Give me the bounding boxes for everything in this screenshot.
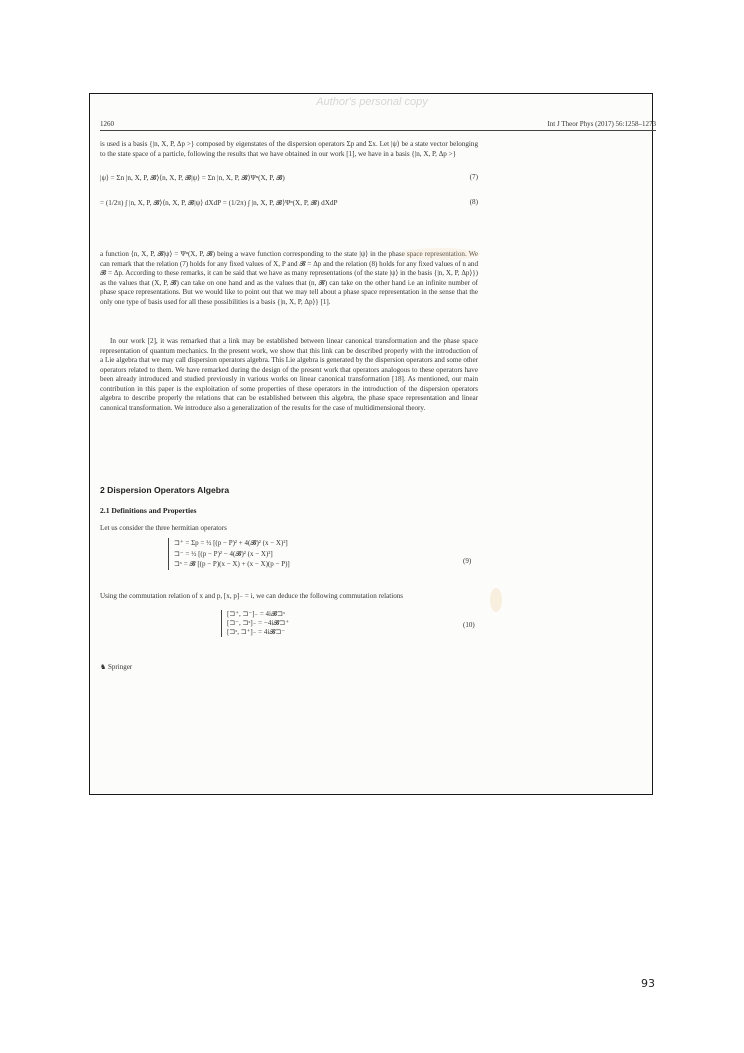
publisher-name: Springer xyxy=(108,663,133,671)
page-number: 93 xyxy=(641,977,655,990)
equation-10-line-1: [⊐⁺, ⊐⁻]₋ = 4i𝓑⊐ˣ xyxy=(227,610,286,618)
section-heading: 2 Dispersion Operators Algebra xyxy=(100,485,230,495)
equation-9-line-1: ⊐⁺ = Σp = ½ [(p − P)² + 4(𝓑)² (x − X)²] xyxy=(174,539,288,547)
equation-10-line-3: [⊐ˣ, ⊐⁺]₋ = 4i𝓑⊐⁻ xyxy=(227,628,286,636)
equation-7-number: (7) xyxy=(469,173,478,181)
scan-stain xyxy=(400,248,480,260)
equation-8 xyxy=(100,198,478,208)
paragraph-1: is used is a basis {|n, X, P, Δp >} composed by eigenstates of the dispersion operators Σp and Σx. Let |ψ⟩ be a state vector belonging to the state space of a particle, following the results that we have obtained in our work [1], we have in a basis {|n, X, P, Δp >} xyxy=(100,140,478,158)
journal-page-number: 1260 xyxy=(100,120,114,128)
watermark: Author's personal copy xyxy=(316,96,428,108)
subsection-heading: 2.1 Definitions and Properties xyxy=(100,506,197,515)
paragraph-2: a function ⟨n, X, P, 𝓑|ψ⟩ = Ψⁿ(X, P, 𝓑) being a wave function corresponding to the state |ψ⟩ in the phase space representation. We can remark that the relation (7) holds for any fixed values of X, P and 𝓑 = Δp and the relation (8) holds for any fixed values of n and 𝓑 = Δp. According to these remarks, it can be said that we have as many representations (of the state |ψ⟩ in the basis {|n, X, P, Δp⟩}) as the values that (X, P, 𝓑) can take on one hand and as the values that (n, 𝓑) can take on the other hand i.e an infinite number of phase space representations. But we would like to point out that we may tell about a phase space representation in the sense that the only one type of basis used for all these possibilities is a basis {|n, X, P, Δp⟩} [1]. xyxy=(100,250,478,306)
springer-horse-icon: ♞ xyxy=(100,663,107,671)
scan-stain xyxy=(490,588,502,612)
journal-reference: Int J Theor Phys (2017) 56:1258–1273 xyxy=(547,120,656,128)
running-head xyxy=(100,120,656,128)
equation-system-10 xyxy=(221,610,289,637)
publisher-logo xyxy=(100,663,132,671)
equation-9-line-3: ⊐ˣ = 𝓑 [(p − P)(x − X) + (x − X)(p − P)] xyxy=(174,560,290,568)
equation-10-number: (10) xyxy=(463,621,475,629)
equation-7-body: |ψ⟩ = Σn |n, X, P, 𝓑⟩⟨n, X, P, 𝓑|ψ⟩ = Σn |n, X, P, 𝓑⟩Ψⁿ(X, P, 𝓑) xyxy=(100,174,285,182)
equation-10-line-2: [⊐⁻, ⊐ˣ]₋ = −4i𝓑⊐⁺ xyxy=(227,619,290,627)
equation-system-9 xyxy=(168,538,290,570)
equation-7 xyxy=(100,173,478,183)
equation-9-line-2: ⊐⁻ = ½ [(p − P)² − 4(𝓑)² (x − X)²] xyxy=(174,549,273,558)
paragraph-5: Using the commutation relation of x and p, [x, p]₋ = i, we can deduce the following commutation relations xyxy=(100,592,404,600)
header-rule xyxy=(100,130,656,131)
equation-9-number: (9) xyxy=(463,557,472,565)
paragraph-3: In our work [2], it was remarked that a link may be established between linear canonical transformation and the phase space representation of quantum mechanics. In the present work, we show that this link can be described properly with the introduction of a Lie algebra that we may call dispersion operators algebra. This Lie algebra is generated by the dispersion operators and some other operators related to them. We have remarked during the design of the present work that operators analogous to these operators have been already introduced and studied previously in various works on linear canonical transformation [18]. As mentioned, our main contribution in this paper is the exploitation of some properties of these operators in the introduction of the dispersion operators algebra to describe properly the relations that can be established between this algebra, the phase space representation and linear canonical transformation. We introduce also a generalization of the results for the case of multidimensional theory. xyxy=(100,337,478,412)
equation-8-number: (8) xyxy=(469,198,478,206)
equation-8-body: = (1/2π) ∫ |n, X, P, 𝓑⟩⟨n, X, P, 𝓑|ψ⟩ dXdP = (1/2π) ∫ |n, X, P, 𝓑⟩Ψⁿ(X, P, 𝓑) dXdP xyxy=(100,199,338,207)
paragraph-4: Let us consider the three hermitian operators xyxy=(100,524,227,532)
